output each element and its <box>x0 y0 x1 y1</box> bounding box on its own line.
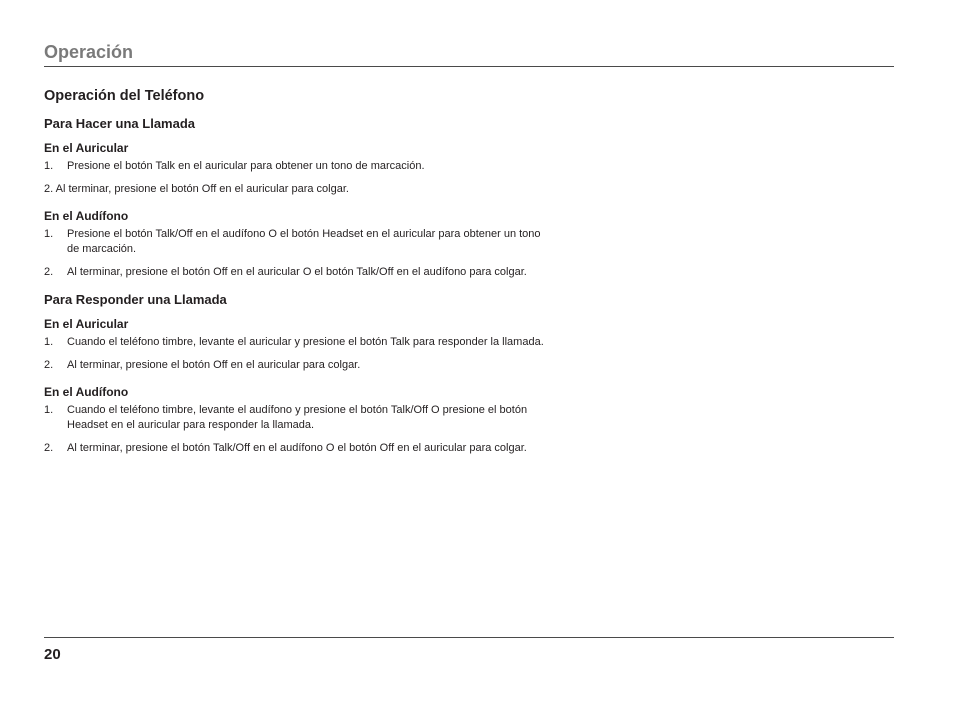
list-item <box>44 441 544 456</box>
footer-divider <box>44 637 894 638</box>
making-call-headset-steps <box>44 227 544 280</box>
list-item <box>44 358 544 373</box>
step-number: 2. <box>44 359 54 371</box>
page-number: 20 <box>44 646 61 663</box>
making-call-heading: Para Hacer una Llamada <box>44 116 196 131</box>
step-text: Al terminar, presione el botón Off en el auricular para colgar. <box>55 183 349 195</box>
answering-call-handset-steps <box>44 335 544 373</box>
step-text: Presione el botón Talk en el auricular para obtener un tono de marcación. <box>67 160 425 172</box>
step-number: 2. <box>44 266 54 278</box>
page-content <box>44 88 544 464</box>
step-text: Cuando el teléfono timbre, levante el audífono y presione el botón Talk/Off O presione el botón Headset en el auricular para responder la llamada. <box>67 404 528 431</box>
list-item <box>44 265 544 280</box>
step-number: 2. <box>44 442 54 454</box>
making-call-headset-heading: En el Audífono <box>44 209 129 223</box>
step-text: Al terminar, presione el botón Off en el auricular para colgar. <box>67 359 361 371</box>
list-item <box>44 182 544 197</box>
chapter-title: Operación <box>44 42 134 62</box>
list-item <box>44 227 544 257</box>
list-item <box>44 335 544 350</box>
step-text: Al terminar, presione el botón Off en el auricular O el botón Talk/Off en el audífono para colgar. <box>67 266 527 278</box>
section-title: Operación del Teléfono <box>44 88 205 104</box>
step-number: 1. <box>44 228 54 240</box>
header-divider <box>44 66 894 67</box>
list-item <box>44 403 544 433</box>
step-number: 1. <box>44 336 54 348</box>
step-text: Presione el botón Talk/Off en el audífono O el botón Headset en el auricular para obtener un tono de marcación. <box>67 228 541 255</box>
list-item <box>44 159 544 174</box>
step-text: Cuando el teléfono timbre, levante el auricular y presione el botón Talk para responder la llamada. <box>67 336 544 348</box>
step-number: 1. <box>44 404 54 416</box>
answering-call-headset-heading: En el Audífono <box>44 385 129 399</box>
answering-call-heading: Para Responder una Llamada <box>44 292 227 307</box>
step-number: 1. <box>44 160 54 172</box>
step-text: Al terminar, presione el botón Talk/Off en el audífono O el botón Off en el auricular para colgar. <box>67 442 527 454</box>
answering-call-handset-heading: En el Auricular <box>44 317 129 331</box>
step-number: 2. <box>44 183 54 195</box>
making-call-handset-steps <box>44 159 544 197</box>
answering-call-headset-steps <box>44 403 544 456</box>
making-call-handset-heading: En el Auricular <box>44 141 129 155</box>
